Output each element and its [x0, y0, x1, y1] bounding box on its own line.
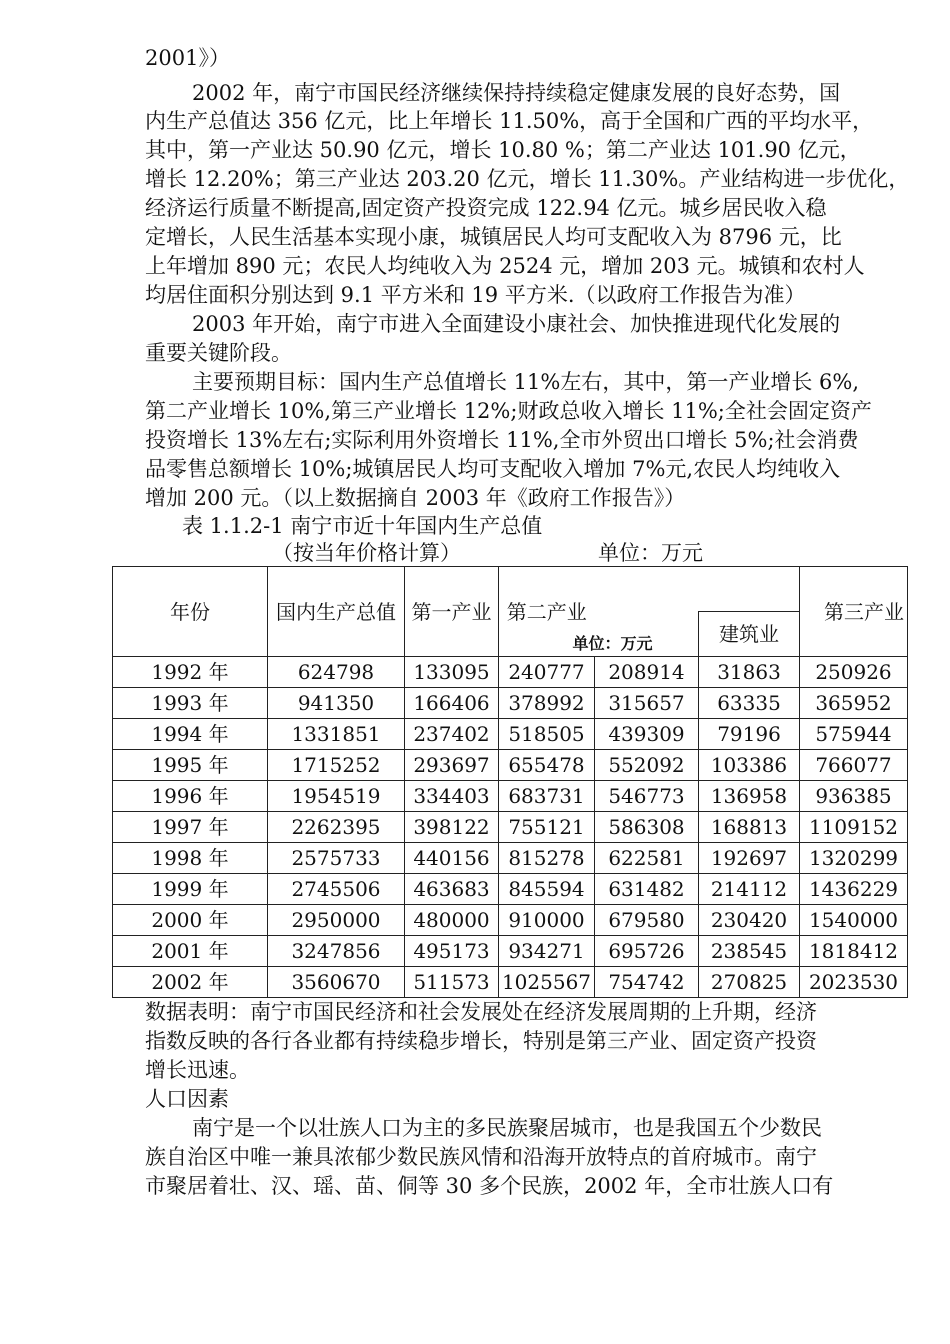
- text-line: 其中，第一产业达 50.90 亿元，增长 10.80 %；第二产业达 101.90 亿元，: [145, 138, 861, 162]
- table-cell: 495173: [405, 936, 499, 967]
- table-cell: 1954519: [268, 781, 405, 812]
- text-line: 第二产业增长 10%,第三产业增长 12%;财政总收入增长 11%;全社会固定资产: [145, 399, 872, 423]
- table-cell: 168813: [699, 812, 800, 843]
- table-caption: 表 1.1.2-1 南宁市近十年国内生产总值: [182, 514, 543, 538]
- table-cell: 2001 年: [113, 936, 268, 967]
- table-row: [113, 812, 908, 843]
- table-cell: 1995 年: [113, 750, 268, 781]
- table-cell: 2950000: [268, 905, 405, 936]
- table-cell: 1025567: [499, 967, 595, 998]
- table-cell: 293697: [405, 750, 499, 781]
- table-cell: 334403: [405, 781, 499, 812]
- header-primary: 第一产业: [405, 567, 499, 657]
- table-cell: 463683: [405, 874, 499, 905]
- table-cell: 1818412: [800, 936, 908, 967]
- table-cell: 586308: [595, 812, 699, 843]
- table-cell: 2262395: [268, 812, 405, 843]
- text-line: 主要预期目标：国内生产总值增长 11%左右，其中，第一产业增长 6%,: [192, 370, 860, 394]
- table-cell: 910000: [499, 905, 595, 936]
- table-cell: 1998 年: [113, 843, 268, 874]
- table-cell: 79196: [699, 719, 800, 750]
- table-row: [113, 657, 908, 688]
- text-line: 投资增长 13%左右;实际利用外资增长 11%,全市外贸出口增长 5%;社会消费: [145, 428, 859, 452]
- table-cell: 655478: [499, 750, 595, 781]
- table-cell: 624798: [268, 657, 405, 688]
- table-cell: 3560670: [268, 967, 405, 998]
- table-row: [113, 781, 908, 812]
- table-cell: 270825: [699, 967, 800, 998]
- table-header-row: [113, 567, 908, 612]
- table-cell: 936385: [800, 781, 908, 812]
- table-cell: 480000: [405, 905, 499, 936]
- table-cell: 214112: [699, 874, 800, 905]
- text-line: 2002 年，南宁市国民经济继续保持持续稳定健康发展的良好态势，国: [192, 81, 841, 105]
- text-line: 均居住面积分别达到 9.1 平方米和 19 平方米.（以政府工作报告为准）: [145, 283, 806, 307]
- text-line: 增长 12.20%；第三产业达 203.20 亿元，增长 11.30%。产业结构进一步优化，: [145, 167, 910, 191]
- table-cell: 511573: [405, 967, 499, 998]
- header-construction: 建筑业: [699, 612, 800, 657]
- table-cell: 103386: [699, 750, 800, 781]
- table-body: [113, 657, 908, 998]
- table-row: [113, 874, 908, 905]
- table-cell: 552092: [595, 750, 699, 781]
- table-cell: 136958: [699, 781, 800, 812]
- header-gdp: 国内生产总值: [268, 567, 405, 657]
- table-cell: 1109152: [800, 812, 908, 843]
- text-line: 数据表明：南宁市国民经济和社会发展处在经济发展周期的上升期，经济: [145, 1000, 817, 1024]
- table-cell: 315657: [595, 688, 699, 719]
- table-cell: 631482: [595, 874, 699, 905]
- text-line: 品零售总额增长 10%;城镇居民人均可支配收入增加 7%元,农民人均纯收入: [145, 457, 841, 481]
- text-line: 定增长，人民生活基本实现小康，城镇居民人均可支配收入为 8796 元，比: [145, 225, 842, 249]
- table-cell: 166406: [405, 688, 499, 719]
- table-subcaption: （按当年价格计算）: [272, 541, 461, 565]
- table-cell: 1436229: [800, 874, 908, 905]
- table-cell: 2002 年: [113, 967, 268, 998]
- table-cell: 31863: [699, 657, 800, 688]
- table-cell: 1715252: [268, 750, 405, 781]
- header-year: 年份: [113, 567, 268, 657]
- gdp-table: [112, 566, 908, 998]
- table-cell: 440156: [405, 843, 499, 874]
- text-line: 南宁是一个以壮族人口为主的多民族聚居城市，也是我国五个少数民: [192, 1116, 822, 1140]
- text-line: 上年增加 890 元；农民人均纯收入为 2524 元，增加 203 元。城镇和农村人: [145, 254, 865, 278]
- table-cell: 815278: [499, 843, 595, 874]
- text-line: 2003 年开始，南宁市进入全面建设小康社会、加快推进现代化发展的: [192, 312, 841, 336]
- table-row: [113, 967, 908, 998]
- table-row: [113, 750, 908, 781]
- table-cell: 133095: [405, 657, 499, 688]
- table-cell: 695726: [595, 936, 699, 967]
- table-row: [113, 905, 908, 936]
- table-cell: 575944: [800, 719, 908, 750]
- table-row: [113, 688, 908, 719]
- table-cell: 622581: [595, 843, 699, 874]
- table-cell: 1997 年: [113, 812, 268, 843]
- table-cell: 1993 年: [113, 688, 268, 719]
- text-line: 增长迅速。: [145, 1058, 250, 1082]
- table-cell: 518505: [499, 719, 595, 750]
- header-unit-cell: [572, 612, 699, 657]
- text-line: 市聚居着壮、汉、瑶、苗、侗等 30 多个民族，2002 年，全市壮族人口有: [145, 1174, 834, 1198]
- text-line: 族自治区中唯一兼具浓郁少数民族风情和沿海开放特点的首府城市。南宁: [145, 1145, 817, 1169]
- table-cell: 250926: [800, 657, 908, 688]
- table-cell: 683731: [499, 781, 595, 812]
- table-cell: 941350: [268, 688, 405, 719]
- text-line: 指数反映的各行各业都有持续稳步增长，特别是第三产业、固定资产投资: [145, 1029, 817, 1053]
- table-cell: 1320299: [800, 843, 908, 874]
- text-line: 2001》）: [145, 46, 230, 70]
- text-line: 经济运行质量不断提高,固定资产投资完成 122.94 亿元。城乡居民收入稳: [145, 196, 827, 220]
- table-cell: 378992: [499, 688, 595, 719]
- table-cell: 238545: [699, 936, 800, 967]
- table-cell: 1999 年: [113, 874, 268, 905]
- text-line: 增加 200 元。（以上数据摘自 2003 年《政府工作报告》）: [145, 486, 686, 510]
- table-cell: 2000 年: [113, 905, 268, 936]
- table-cell: 766077: [800, 750, 908, 781]
- table-cell: 192697: [699, 843, 800, 874]
- text-line: 内生产总值达 356 亿元，比上年增长 11.50%，高于全国和广西的平均水平，: [145, 109, 874, 133]
- table-row: [113, 719, 908, 750]
- section-heading: 人口因素: [145, 1087, 229, 1111]
- table-cell: 755121: [499, 812, 595, 843]
- table-cell: 546773: [595, 781, 699, 812]
- table-cell: 63335: [699, 688, 800, 719]
- table-cell: 934271: [499, 936, 595, 967]
- table-cell: 754742: [595, 967, 699, 998]
- table-cell: 2745506: [268, 874, 405, 905]
- header-unit: 单位：万元: [572, 634, 653, 653]
- table-cell: 3247856: [268, 936, 405, 967]
- table-cell: 208914: [595, 657, 699, 688]
- table-cell: 439309: [595, 719, 699, 750]
- table-cell: 2575733: [268, 843, 405, 874]
- table-cell: 240777: [499, 657, 595, 688]
- table-cell: 398122: [405, 812, 499, 843]
- table-cell: 237402: [405, 719, 499, 750]
- table-cell: 230420: [699, 905, 800, 936]
- table-cell: 1996 年: [113, 781, 268, 812]
- table-cell: 1992 年: [113, 657, 268, 688]
- table-row: [113, 936, 908, 967]
- header-tertiary: 第三产业: [800, 567, 908, 657]
- table-cell: 1540000: [800, 905, 908, 936]
- table-cell: 1994 年: [113, 719, 268, 750]
- table-cell: 1331851: [268, 719, 405, 750]
- table-unit: 单位：万元: [598, 541, 703, 565]
- header-blank: [595, 567, 800, 612]
- table-cell: 679580: [595, 905, 699, 936]
- header-secondary: 第二产业: [499, 567, 595, 657]
- table-cell: 365952: [800, 688, 908, 719]
- text-line: 重要关键阶段。: [145, 341, 292, 365]
- table-row: [113, 843, 908, 874]
- table-cell: 2023530: [800, 967, 908, 998]
- table-cell: 845594: [499, 874, 595, 905]
